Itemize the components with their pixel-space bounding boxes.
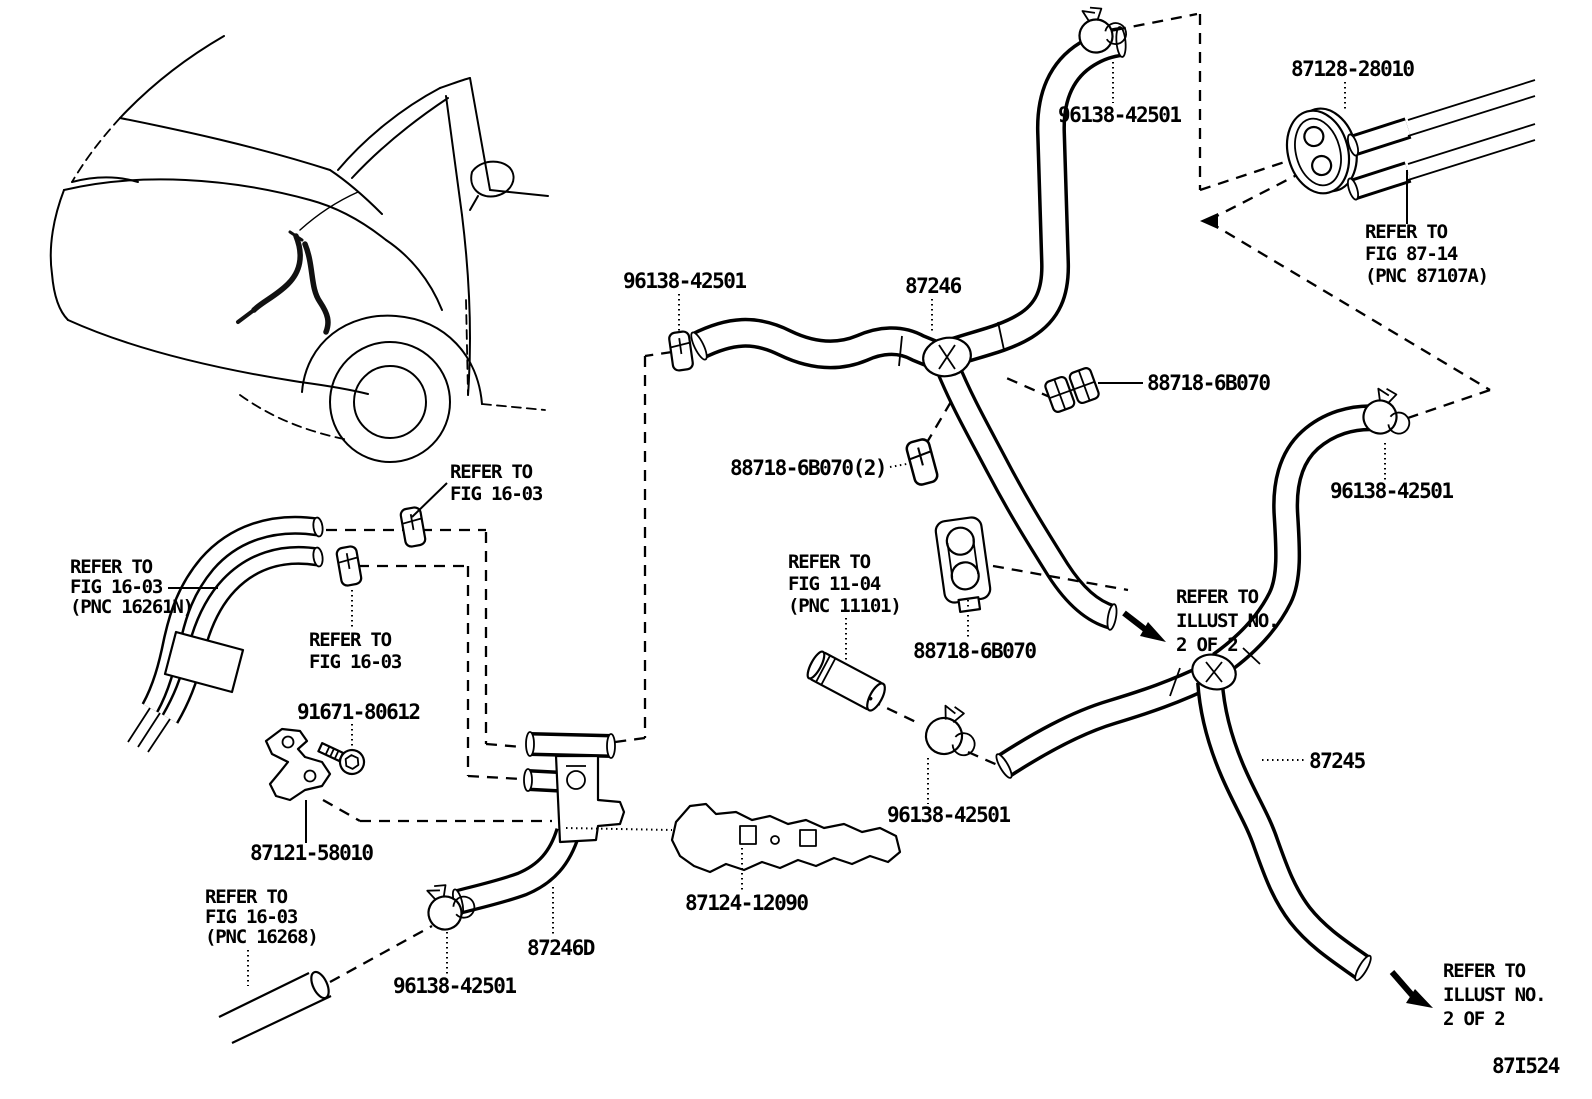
ref-fig1603-upper-line1: REFER TO xyxy=(450,461,532,483)
part-label-bolt[interactable]: 91671-80612 xyxy=(297,700,420,724)
ref-fig8714-line1: REFER TO xyxy=(1365,221,1447,243)
part-label-clamp-top[interactable]: 96138-42501 xyxy=(1058,103,1181,127)
ref-illust-mid-line3: 2 OF 2 xyxy=(1176,634,1238,656)
part-label-bracket-left[interactable]: 87121-58010 xyxy=(250,841,373,865)
ref-fig1603-left-line3: (PNC 16261N) xyxy=(70,596,193,618)
clip-icon-mid-left xyxy=(668,331,693,371)
ref-fig8714-line2: FIG 87-14 xyxy=(1365,243,1458,265)
ref-fig1603-left-line2: FIG 16-03 xyxy=(70,576,163,598)
ref-illust-bottom-line2: ILLUST NO. xyxy=(1443,984,1546,1006)
ref-fig1603-lower-line3: (PNC 16268) xyxy=(205,926,318,948)
ref-fig1603-lower-line1: REFER TO xyxy=(205,886,287,908)
part-label-clamp-bottom-left[interactable]: 96138-42501 xyxy=(393,974,516,998)
part-label-grommet[interactable]: 87128-28010 xyxy=(1291,57,1414,81)
ref-illust-mid-line2: ILLUST NO. xyxy=(1176,610,1279,632)
part-label-hose-87245[interactable]: 87245 xyxy=(1309,749,1365,773)
ref-fig8714-line3: (PNC 87107A) xyxy=(1365,265,1488,287)
figure-code: 87I524 xyxy=(1492,1054,1559,1078)
ref-fig1603-lower-line2: FIG 16-03 xyxy=(205,906,298,928)
ref-fig1104-line2: FIG 11-04 xyxy=(788,573,881,595)
ref-fig1603-mid-line1: REFER TO xyxy=(309,629,391,651)
ref-illust-bottom-line1: REFER TO xyxy=(1443,960,1525,982)
part-label-clip-pair[interactable]: 88718-6B070(2) xyxy=(730,456,887,480)
ref-fig1603-left-line1: REFER TO xyxy=(70,556,152,578)
part-label-clamp-mid-left[interactable]: 96138-42501 xyxy=(623,269,746,293)
part-label-clip-double[interactable]: 88718-6B070 xyxy=(1147,371,1270,395)
ref-fig1104-line3: (PNC 11101) xyxy=(788,595,901,617)
part-label-clamp-center[interactable]: 96138-42501 xyxy=(887,803,1010,827)
part-label-bracket-center[interactable]: 87124-12090 xyxy=(685,891,808,915)
ref-fig1104-line1: REFER TO xyxy=(788,551,870,573)
ref-fig1603-upper-line2: FIG 16-03 xyxy=(450,483,543,505)
ref-fig1603-mid-line2: FIG 16-03 xyxy=(309,651,402,673)
part-label-hose-87246[interactable]: 87246 xyxy=(905,274,961,298)
ref-illust-mid-line1: REFER TO xyxy=(1176,586,1258,608)
part-label-clip-holder[interactable]: 88718-6B070 xyxy=(913,639,1036,663)
ref-illust-bottom-line3: 2 OF 2 xyxy=(1443,1008,1505,1030)
part-label-clamp-right[interactable]: 96138-42501 xyxy=(1330,479,1453,503)
part-label-water-valve[interactable]: 87246D xyxy=(527,936,594,960)
